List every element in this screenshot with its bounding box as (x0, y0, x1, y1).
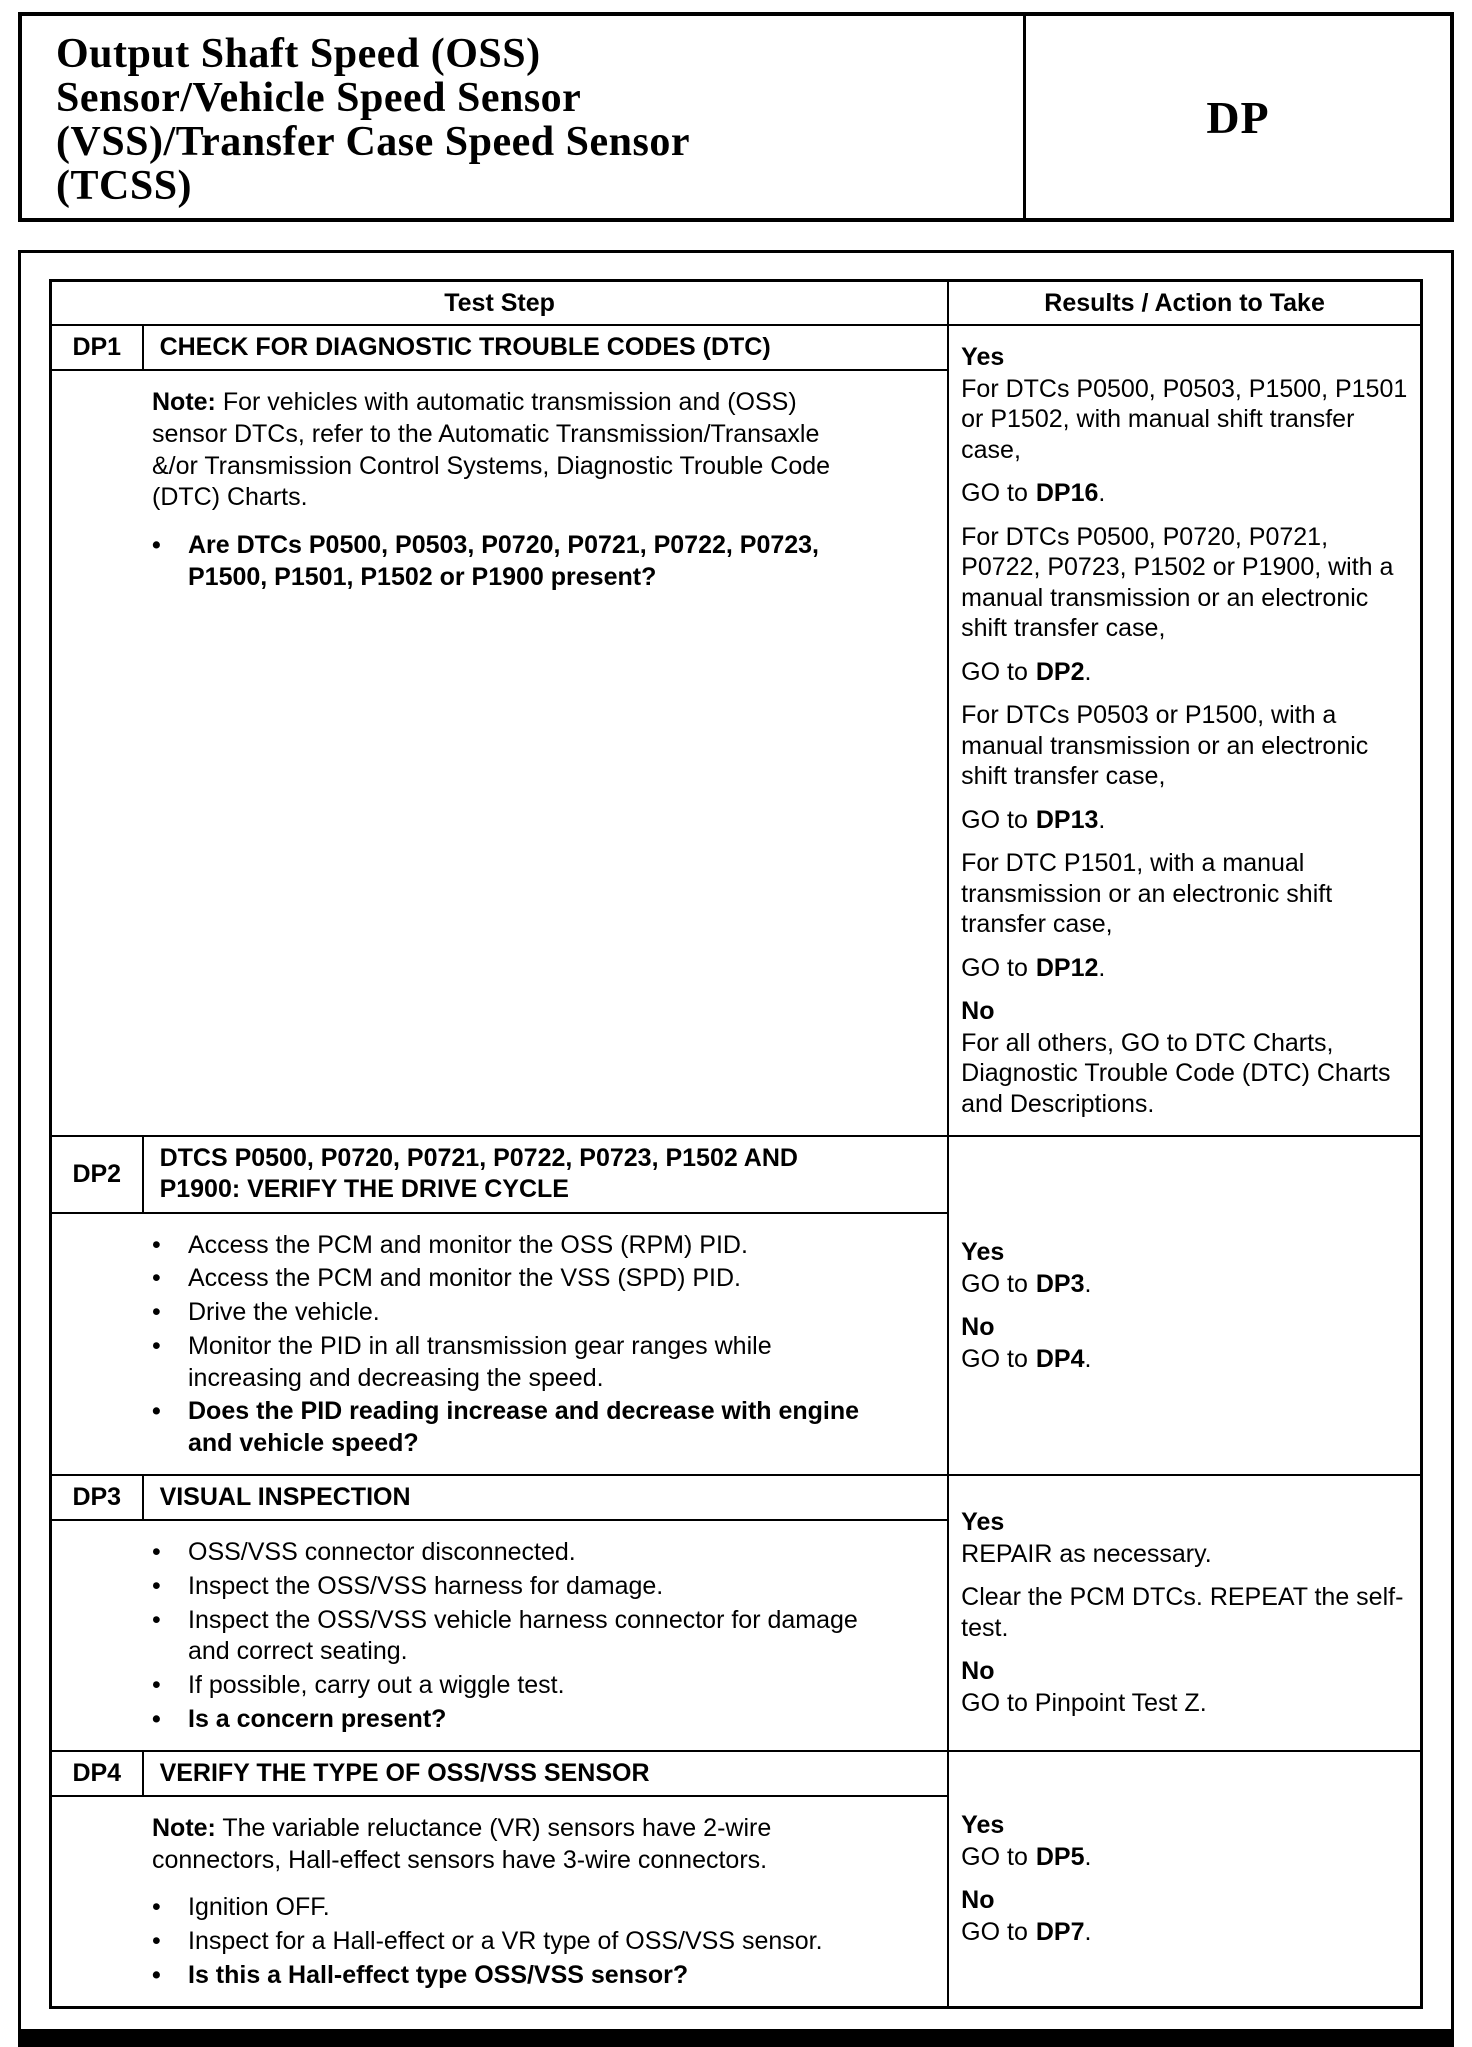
result-heading: No (961, 1313, 995, 1341)
goto-suffix: . (1084, 1269, 1092, 1298)
result-paragraph: For all others, GO to DTC Charts, Diagnostic Trouble Code (DTC) Charts and Descriptions. (961, 1028, 1391, 1118)
goto-suffix: . (1084, 1344, 1092, 1373)
bullet-text: Access the PCM and monitor the VSS (SPD) PID. (188, 1264, 741, 1293)
bullet-item (152, 1960, 868, 1992)
bullet-text: Is this a Hall-effect type OSS/VSS sensor? (188, 1960, 689, 1989)
title-line: (TCSS) (56, 163, 193, 210)
note-paragraph (152, 1813, 852, 1877)
bullet-item (152, 1704, 868, 1736)
goto-suffix: . (1098, 805, 1106, 834)
bullet-item (152, 1230, 868, 1262)
goto-target: DP13 (1035, 805, 1099, 834)
goto-prefix: GO to (961, 953, 1028, 982)
bullet-text: OSS/VSS connector disconnected. (188, 1538, 576, 1567)
bullet-item (152, 1396, 868, 1460)
result-heading: No (961, 1657, 995, 1686)
bullet-icon: • (152, 1893, 161, 1922)
bullet-text: Inspect the OSS/VSS vehicle harness connector for damage and correct seating. (188, 1605, 858, 1666)
bullet-item (152, 1297, 868, 1329)
table-header-row (51, 281, 1422, 325)
goto-prefix: GO to (961, 805, 1028, 834)
goto-target: DP5 (1035, 1842, 1085, 1871)
result-heading: Yes (961, 1238, 1005, 1266)
bullet-icon: • (152, 1264, 161, 1293)
bullet-icon: • (152, 1671, 161, 1700)
result-goto (961, 478, 1412, 509)
goto-target: DP3 (1035, 1269, 1085, 1298)
step-title (143, 325, 949, 370)
result-paragraph: For DTCs P0500, P0720, P0721, P0722, P0723, P1502 or P1900, with a manual transmission or an electronic shift transfer case, (961, 522, 1394, 642)
note-paragraph (152, 387, 852, 514)
bullet-item (152, 1892, 868, 1924)
goto-target: DP4 (1035, 1344, 1085, 1373)
bullet-item (152, 1263, 868, 1295)
bullet-icon: • (152, 1605, 161, 1634)
note-text: The variable reluctance (VR) sensors have 2-wire connectors, Hall-effect sensors have 3-wire connectors. (152, 1813, 772, 1874)
result-goto (961, 657, 1412, 688)
goto-prefix: GO to (961, 1269, 1028, 1298)
result-paragraph: For DTCs P0500, P0503, P1500, P1501 or P1502, with manual shift transfer case, (961, 374, 1408, 464)
step-title-row (51, 1136, 1422, 1213)
bullet-text: Monitor the PID in all transmission gear ranges while increasing and decreasing the speed. (188, 1331, 772, 1392)
step-results (948, 1751, 1421, 2008)
document-title (22, 16, 1026, 218)
step-title (143, 1136, 949, 1213)
bullet-text: Inspect the OSS/VSS harness for damage. (188, 1571, 664, 1600)
step-results (948, 1475, 1421, 1751)
result-goto (961, 1344, 1412, 1375)
page-header-box (18, 12, 1454, 222)
note-label: Note: (152, 388, 216, 417)
bullet-text: Drive the vehicle. (188, 1298, 380, 1327)
result-heading: No (961, 1886, 995, 1915)
result-heading: Yes (961, 1811, 1005, 1840)
procedure-table (49, 279, 1423, 2008)
bullet-icon: • (152, 1704, 161, 1733)
step-title-text: VERIFY THE TYPE OF OSS/VSS SENSOR (159, 1758, 650, 1787)
bullet-icon: • (152, 1331, 161, 1360)
goto-suffix: . (1098, 953, 1106, 982)
note-text: For vehicles with automatic transmission and (OSS) sensor DTCs, refer to the Automatic Transmission/Transaxle &/or Transmission Control Systems, Diagnostic Trouble Code (DTC) Charts. (152, 388, 831, 512)
bullet-item (152, 1926, 868, 1958)
step-title-text: DTCS P0500, P0720, P0721, P0722, P0723, P1502 AND P1900: VERIFY THE DRIVE CYCLE (159, 1144, 798, 1204)
goto-prefix: GO to (961, 1917, 1028, 1946)
bullet-icon: • (152, 1397, 161, 1426)
step-body (51, 1520, 949, 1751)
goto-target: DP7 (1035, 1917, 1085, 1946)
bullet-icon: • (152, 1538, 161, 1567)
result-goto (961, 1842, 1412, 1873)
step-body (51, 1796, 949, 2007)
bullet-text: Are DTCs P0500, P0503, P0720, P0721, P0722, P0723, P1500, P1501, P1502 or P1900 present? (188, 531, 820, 591)
step-title (143, 1751, 949, 1796)
goto-suffix: . (1084, 657, 1092, 686)
col-header-results: Results / Action to Take (948, 281, 1421, 325)
bullet-icon: • (152, 1571, 161, 1600)
result-goto (961, 953, 1412, 984)
bullet-icon: • (152, 1298, 161, 1327)
goto-suffix: . (1084, 1917, 1092, 1946)
result-paragraph: For DTC P1501, with a manual transmission or an electronic shift transfer case, (961, 849, 1333, 938)
bullet-item (152, 1537, 868, 1569)
note-label: Note: (152, 1813, 216, 1842)
goto-prefix: GO to (961, 479, 1028, 507)
bullet-text: Ignition OFF. (188, 1893, 330, 1922)
step-results (948, 1136, 1421, 1475)
bullet-text: Access the PCM and monitor the OSS (RPM) PID. (188, 1230, 748, 1259)
result-heading: Yes (961, 343, 1005, 371)
goto-target: DP2 (1035, 657, 1085, 686)
result-paragraph: For DTCs P0503 or P1500, with a manual transmission or an electronic shift transfer case, (961, 701, 1369, 790)
title-line: Sensor/Vehicle Speed Sensor (56, 75, 582, 122)
section-code: DP (1206, 91, 1270, 143)
result-heading: Yes (961, 1508, 1005, 1537)
step-id: DP4 (51, 1751, 143, 1796)
goto-prefix: GO to (961, 1842, 1028, 1871)
bullet-item (152, 1331, 868, 1395)
bullet-text: Inspect for a Hall-effect or a VR type of OSS/VSS sensor. (188, 1927, 823, 1956)
goto-suffix: . (1098, 479, 1106, 507)
bullet-item (152, 530, 868, 594)
step-title-row (51, 1475, 1422, 1520)
title-line: (VSS)/Transfer Case Speed Sensor (56, 119, 690, 166)
bullet-text: If possible, carry out a wiggle test. (188, 1671, 565, 1700)
step-id: DP3 (51, 1475, 143, 1520)
bullet-text: Does the PID reading increase and decrease with engine and vehicle speed? (188, 1397, 860, 1458)
result-heading: No (961, 997, 995, 1025)
step-body (51, 1213, 949, 1475)
result-paragraph: REPAIR as necessary. (961, 1539, 1212, 1568)
procedure-container (18, 250, 1454, 2046)
title-line: Output Shaft Speed (OSS) (56, 31, 541, 77)
bullet-item (152, 1571, 868, 1603)
steps-table-body (51, 325, 1422, 2007)
bullet-text: Is a concern present? (188, 1704, 447, 1733)
bullet-icon: • (152, 1927, 161, 1956)
step-title (143, 1475, 949, 1520)
bullet-icon: • (152, 1960, 161, 1989)
bullet-item (152, 1670, 868, 1702)
step-title-row (51, 325, 1422, 370)
step-title-text: CHECK FOR DIAGNOSTIC TROUBLE CODES (DTC) (159, 332, 771, 361)
bullet-icon: • (152, 1230, 161, 1259)
result-paragraph: Clear the PCM DTCs. REPEAT the self-test. (961, 1583, 1404, 1642)
goto-prefix: GO to (961, 1344, 1028, 1373)
step-id: DP1 (51, 325, 143, 370)
bullet-item (152, 1605, 868, 1669)
result-goto (961, 1917, 1412, 1948)
goto-suffix: . (1084, 1842, 1092, 1871)
step-results (948, 325, 1421, 1136)
result-paragraph: GO to Pinpoint Test Z. (961, 1688, 1207, 1717)
goto-target: DP12 (1035, 953, 1099, 982)
result-goto (961, 805, 1412, 836)
goto-target: DP16 (1035, 479, 1099, 507)
result-goto (961, 1269, 1412, 1300)
bullet-icon: • (152, 531, 161, 560)
step-id: DP2 (51, 1136, 143, 1213)
goto-prefix: GO to (961, 657, 1028, 686)
col-header-test-step: Test Step (51, 281, 949, 325)
step-title-text: VISUAL INSPECTION (159, 1482, 411, 1511)
step-title-row (51, 1751, 1422, 1796)
step-body (51, 370, 949, 1136)
